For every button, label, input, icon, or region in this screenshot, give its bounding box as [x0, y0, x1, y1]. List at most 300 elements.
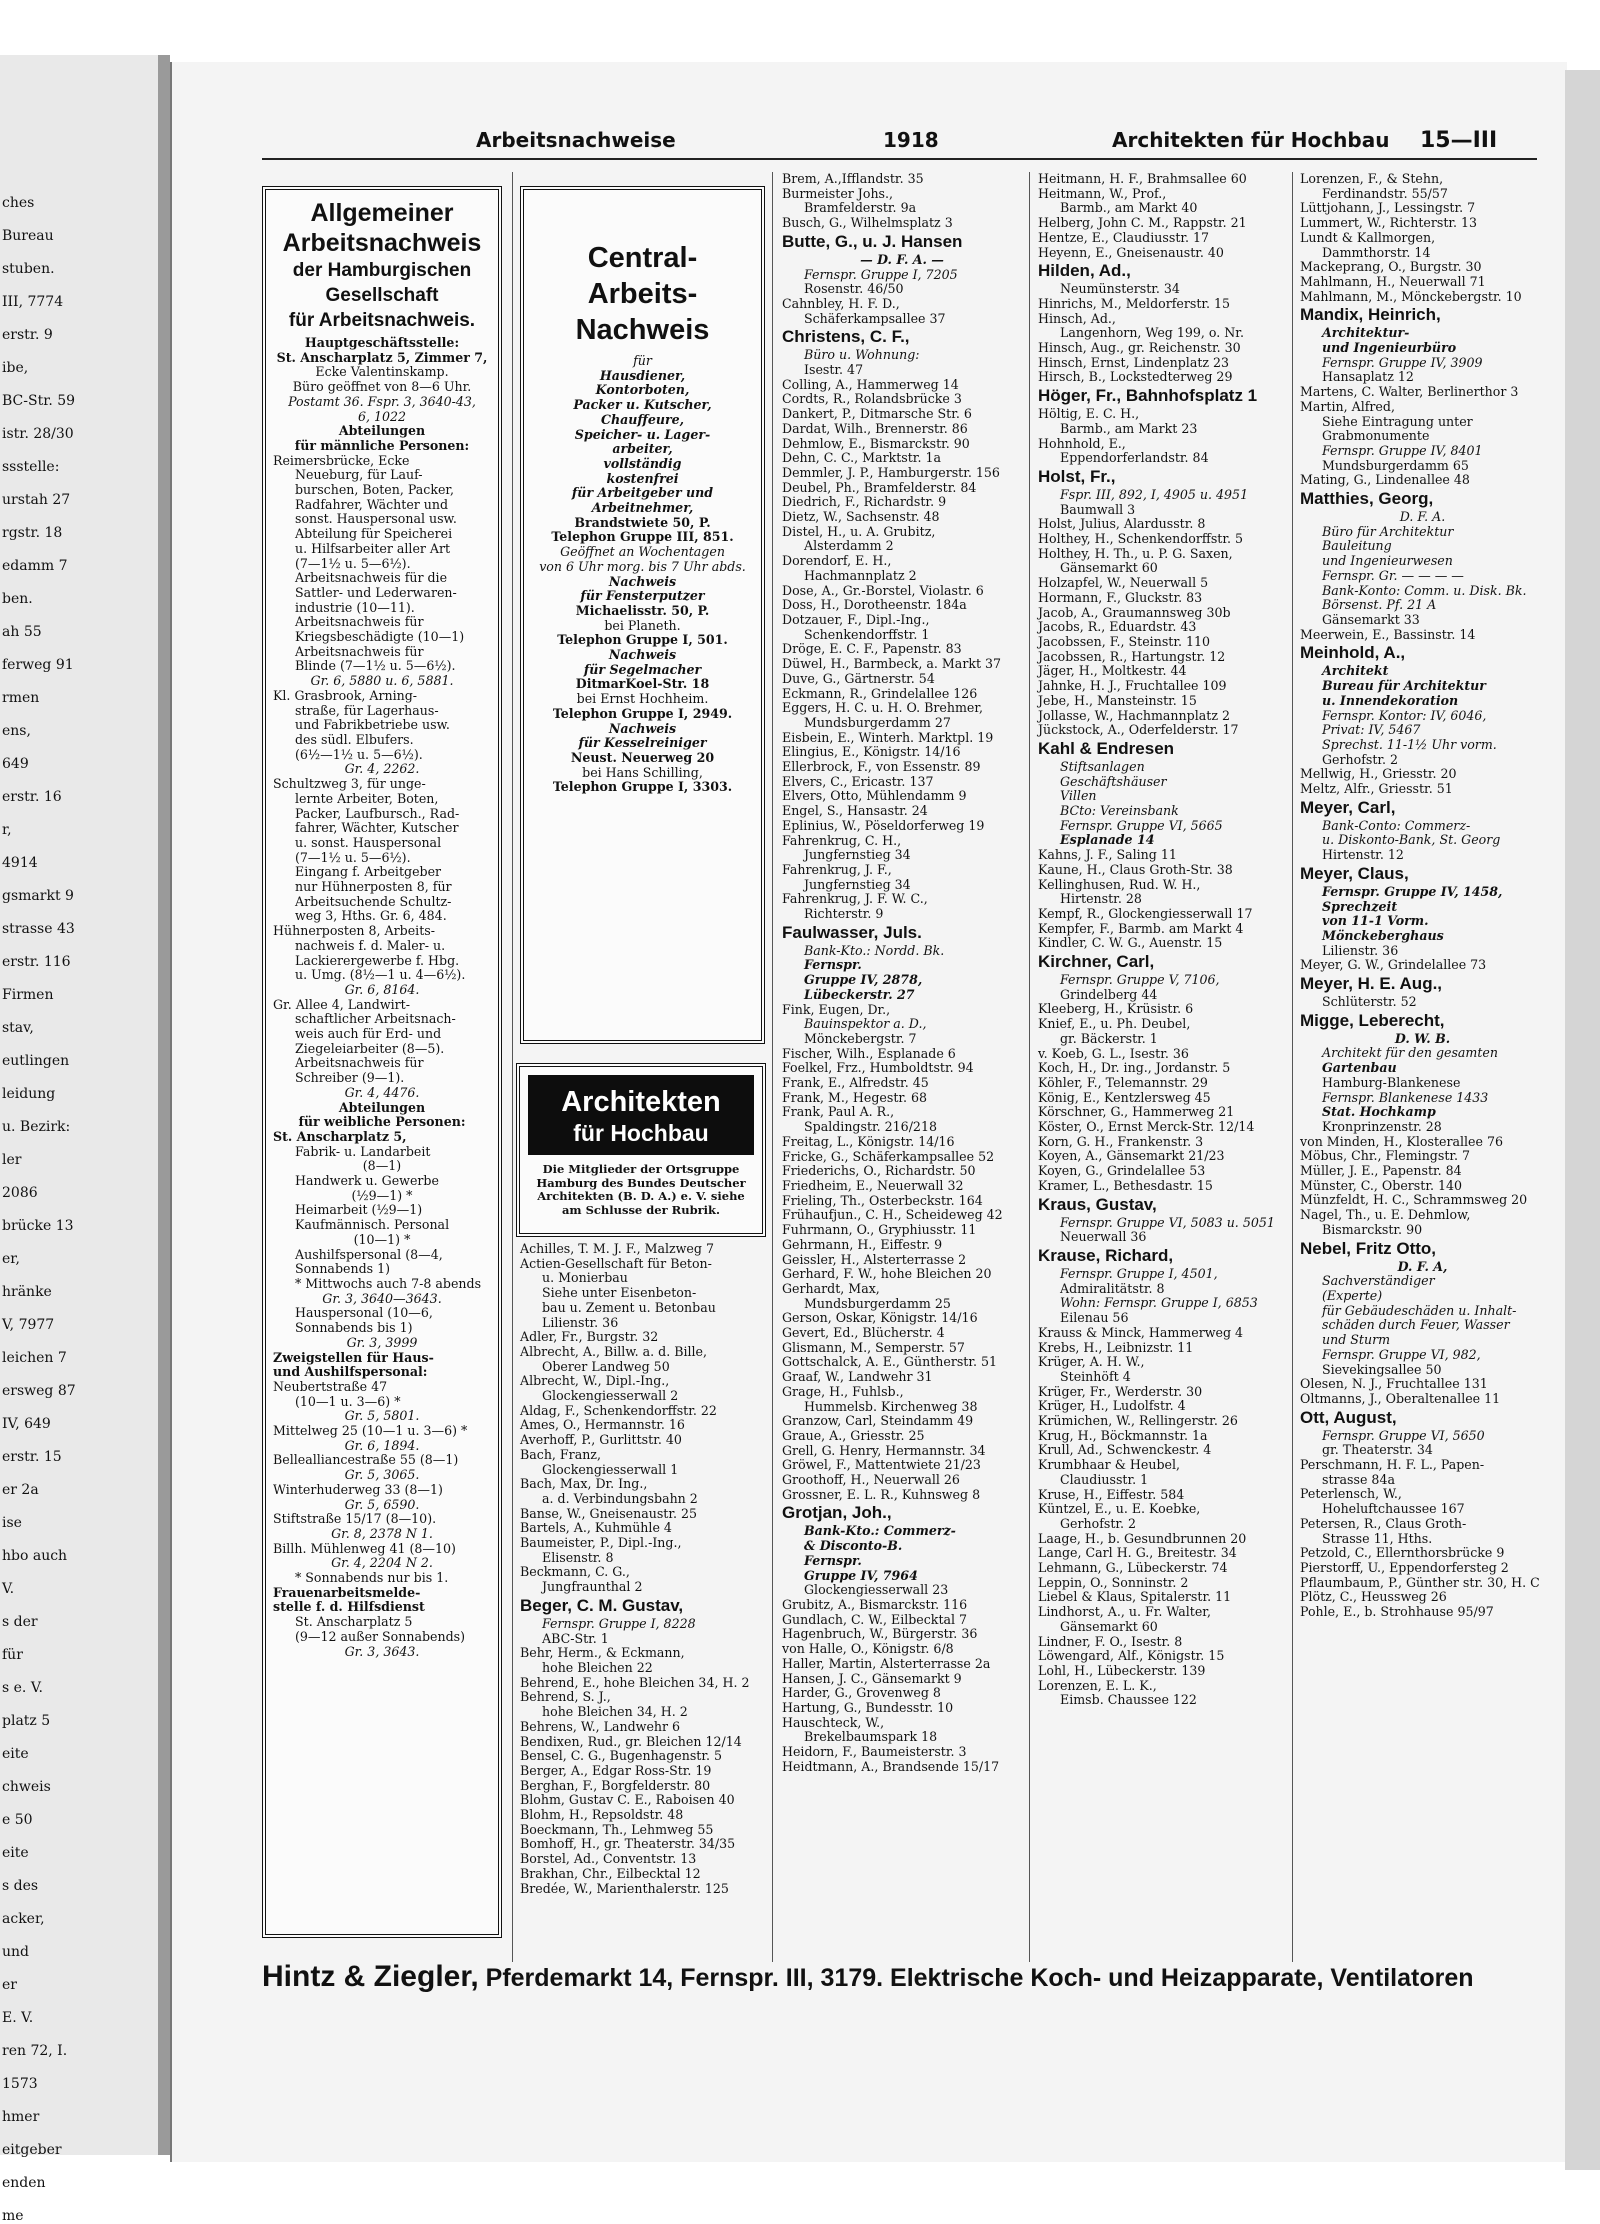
directory-line: Engel, S., Hansastr. 24 [782, 803, 928, 819]
directory-line: Eilenau 56 [1060, 1310, 1129, 1326]
directory-line: Schreiber (9—1). [295, 1070, 405, 1086]
directory-line: Behrend, S. J., [520, 1689, 611, 1705]
directory-line: Kronprinzenstr. 28 [1322, 1118, 1442, 1134]
directory-line: Helberg, John C. M., Rappstr. 21 [1038, 215, 1247, 231]
directory-line: Petzold, C., Ellernthorsbrücke 9 [1300, 1545, 1505, 1561]
directory-line: Glockengiesserwall 23 [804, 1582, 949, 1598]
previous-page-text: strasse 43 [2, 921, 75, 937]
directory-line: Eppendorferlandstr. 84 [1060, 450, 1209, 466]
directory-line: Colling, A., Hammerweg 14 [782, 376, 959, 392]
directory-line: Sonnabends bis 1) [295, 1320, 413, 1336]
directory-line: Koyen, A., Gänsemarkt 21/23 [1038, 1148, 1225, 1164]
directory-entry-name: Christens, C. F., [782, 327, 910, 347]
directory-line: Arbeitsnachweis für [295, 1055, 424, 1071]
box-title-line: Central- [587, 242, 698, 274]
directory-line: D. F. A, [1397, 1258, 1448, 1274]
directory-line: ABC-Str. 1 [542, 1630, 609, 1646]
previous-page-fragment [0, 55, 158, 2224]
directory-line: Arbeitsnachweis für [295, 643, 424, 659]
directory-line: Hirtenstr. 28 [1060, 891, 1142, 907]
directory-line: Hansen, J. C., Gänsemarkt 9 [782, 1670, 962, 1686]
directory-line: Kramer, L., Bethesdastr. 15 [1038, 1177, 1213, 1193]
directory-line: Jäger, H., Moltkestr. 44 [1038, 663, 1187, 679]
directory-line: Krebs, H., Leibnizstr. 11 [1038, 1339, 1194, 1355]
directory-line: Behrens, W., Landwehr 6 [520, 1718, 681, 1734]
directory-line: Mundsburgerdamm 65 [1322, 457, 1469, 473]
directory-line: für männliche Personen: [294, 437, 470, 453]
directory-line: Brekelbaumspark 18 [804, 1729, 938, 1745]
directory-line: (9—12 außer Sonnabends) [295, 1628, 466, 1644]
directory-line: Adler, Fr., Burgstr. 32 [520, 1329, 659, 1345]
directory-line: Postamt 36. Fspr. 3, 3640-43, [288, 393, 476, 409]
directory-line: von Halle, O., Königstr. 6/8 [782, 1641, 954, 1657]
directory-line: Koyen, G., Grindelallee 53 [1038, 1163, 1206, 1179]
directory-line: u. Innendekoration [1322, 692, 1459, 708]
directory-line: Isestr. 47 [804, 362, 864, 378]
directory-line: Mittelweg 25 (10—1 u. 3—6) * [273, 1423, 468, 1439]
directory-line: Siehe unter Eisenbeton- [542, 1285, 697, 1301]
directory-line: Reimersbrücke, Ecke [273, 452, 410, 468]
directory-line: burschen, Boten, Packer, [295, 482, 455, 498]
directory-line: Blohm, Gustav C. E., Raboisen 40 [520, 1792, 735, 1808]
directory-line: Stiftstraße 15/17 (8—10). [273, 1511, 437, 1527]
directory-line: Alsterdamm 2 [804, 538, 894, 554]
directory-line: Dietz, W., Sachsenstr. 48 [782, 509, 940, 525]
directory-line: Olesen, N. J., Fruchtallee 131 [1300, 1376, 1488, 1392]
directory-line: Haller, Martin, Alsterterrasse 2a [782, 1655, 991, 1671]
directory-line: DitmarKoel-Str. 18 [575, 676, 710, 692]
directory-entry-name: Grotjan, Joh., [782, 1503, 892, 1523]
directory-line: Lübeckerstr. 27 [804, 986, 915, 1002]
previous-page-text: IV, 649 [2, 1416, 51, 1432]
directory-line: Ellerbrock, F., von Essenstr. 89 [782, 759, 981, 775]
previous-page-text: hmer [2, 2109, 40, 2125]
running-head-left: Arbeitsnachweise [476, 128, 676, 152]
directory-line: Gr. 8, 2378 N 1. [331, 1525, 433, 1541]
previous-page-text: eutlingen [2, 1053, 70, 1069]
directory-line: Fernspr. Gruppe IV, 1458, [1322, 883, 1503, 899]
directory-line: Bank-Conto: Commerz- [1322, 817, 1471, 833]
directory-line: kostenfrei [606, 470, 679, 486]
directory-line: des südl. Elbufers. [295, 731, 414, 747]
directory-line: Neuerwall 36 [1060, 1229, 1147, 1245]
directory-line: Busch, G., Wilhelmsplatz 3 [782, 215, 953, 231]
directory-line: von 11-1 Vorm. [1322, 913, 1429, 929]
previous-page-text: V. [2, 1581, 15, 1597]
directory-line: Privat: IV, 5467 [1322, 722, 1421, 738]
directory-line: industrie (10—11). [295, 599, 415, 615]
directory-line: Bramfelderstr. 9a [804, 200, 917, 216]
directory-line: Lorenzen, E. L. K., [1038, 1677, 1157, 1693]
directory-line: Jacobssen, F., Steinstr. 110 [1038, 633, 1211, 649]
directory-line: Villen [1060, 788, 1097, 804]
directory-line: Krüger, A. H. W., [1038, 1354, 1145, 1370]
directory-line: Grage, H., Fuhlsb., [782, 1383, 904, 1399]
directory-line: Foelkel, Frz., Humboldtstr. 94 [782, 1060, 974, 1076]
previous-page-text: Bureau [2, 228, 54, 244]
directory-line: Eplinius, W., Pöseldorferweg 19 [782, 817, 985, 833]
directory-line: Speicher- u. Lager- [574, 426, 711, 442]
directory-line: Eckmann, R., Grindelallee 126 [782, 685, 978, 701]
directory-line: Elisenstr. 8 [542, 1549, 614, 1565]
directory-line: Friedheim, E., Neuerwall 32 [782, 1178, 964, 1193]
directory-line: Arbeitnehmer, [591, 500, 694, 516]
directory-line: Steinhöft 4 [1060, 1368, 1131, 1384]
previous-page-text: er [2, 1977, 17, 1993]
directory-line: Kontorboten, [595, 382, 690, 398]
directory-line: Gerhardt, Max, [782, 1280, 880, 1296]
directory-line: Harder, G., Grovenweg 8 [782, 1685, 941, 1701]
directory-line: Boeckmann, Th., Lehmweg 55 [520, 1821, 714, 1837]
previous-page-text: s der [2, 1614, 38, 1630]
directory-line: (7—1½ u. 5—6½). [295, 849, 411, 865]
directory-line: Admiralitätstr. 8 [1060, 1280, 1165, 1296]
directory-line: Grindelberg 44 [1060, 986, 1158, 1002]
previous-page-text: erstr. 9 [2, 327, 53, 343]
rubric-note-line: Die Mitglieder der Ortsgruppe [542, 1162, 740, 1176]
directory-line: Telephon Gruppe III, 851. [551, 529, 734, 545]
box-title-line: Arbeitsnachweis [282, 229, 482, 257]
directory-line: Lindhorst, A., u. Fr. Walter, [1038, 1604, 1211, 1620]
previous-page-text: 4914 [2, 855, 38, 871]
directory-line: Jollasse, W., Hachmannplatz 2 [1038, 707, 1230, 723]
directory-line: schäden durch Feuer, Wasser [1322, 1317, 1510, 1333]
directory-line: Lüttjohann, J., Lessingstr. 7 [1300, 200, 1476, 216]
directory-line: Gerhofstr. 2 [1322, 751, 1399, 767]
directory-line: Mundsburgerdamm 27 [804, 714, 951, 730]
column-rule [512, 172, 513, 1962]
directory-line: Schäferkampsallee 37 [804, 310, 946, 326]
previous-page-text: hränke [2, 1284, 52, 1300]
directory-line: Bauinspektor a. D., [804, 1016, 927, 1032]
directory-line: Aldag, F., Schenkendorffstr. 22 [520, 1402, 717, 1418]
directory-line: Demmler, J. P., Hamburgerstr. 156 [782, 464, 1000, 480]
directory-line: Albrecht, A., Billw. a. d. Bille, [520, 1343, 707, 1359]
running-head-right: Architekten für Hochbau [1112, 128, 1390, 152]
directory-line: Glockengiesserwall 1 [542, 1461, 679, 1477]
directory-line: Ecke Valentinskamp. [315, 364, 449, 380]
directory-line: Bank-Kto.: Commerz- [804, 1523, 956, 1539]
previous-page-text: eite [2, 1845, 29, 1861]
directory-line: Frieling, Th., Osterbeckstr. 164 [782, 1192, 983, 1208]
directory-line: Grell, G. Henry, Hermannstr. 34 [782, 1442, 986, 1458]
directory-line: v. Koeb, G. L., Isestr. 36 [1038, 1045, 1189, 1061]
directory-column-3 [782, 172, 1022, 1962]
directory-line: Hauptgeschäftsstelle: [304, 335, 460, 350]
directory-line: Gerhard, F. W., hohe Bleichen 20 [782, 1266, 992, 1282]
page-edge [1565, 70, 1600, 2170]
directory-line: Frank, M., Hegestr. 68 [782, 1089, 928, 1105]
directory-line: Jacob, A., Graumannsweg 30b [1038, 604, 1231, 620]
directory-line: Baumwall 3 [1060, 501, 1136, 517]
directory-line: Beckmann, C. G., [520, 1564, 630, 1580]
directory-line: Nachweis [608, 647, 677, 663]
directory-line: Bank-Kto.: Nordd. Bk. [804, 942, 945, 958]
book-gutter [158, 55, 170, 2155]
directory-line: bei Planeth. [604, 617, 681, 633]
directory-line: Nagel, Th., u. E. Dehmlow, [1300, 1207, 1471, 1223]
previous-page-text: ren 72, I. [2, 2043, 68, 2059]
directory-line: Gehrmann, H., Eiffestr. 9 [782, 1236, 943, 1252]
directory-line: Martens, C. Walter, Berlinerthor 3 [1300, 384, 1519, 400]
directory-line: Freitag, L., Königstr. 14/16 [782, 1133, 955, 1149]
directory-entry-name: Butte, G., u. J. Hansen [782, 231, 963, 251]
directory-line: Lilienstr. 36 [1322, 942, 1399, 958]
directory-entry-name: Migge, Leberecht, [1300, 1010, 1445, 1030]
previous-page-text: rmen [2, 690, 40, 706]
directory-line: Gruppe IV, 2878, [804, 972, 923, 988]
directory-line: Gr. Allee 4, Landwirt- [273, 996, 410, 1012]
directory-entry-name: Ott, August, [1300, 1407, 1397, 1427]
directory-line: Plötz, C., Heussweg 26 [1300, 1589, 1447, 1605]
directory-line: Lundt & Kallmorgen, [1300, 229, 1436, 245]
directory-line: Korn, G. H., Frankenstr. 3 [1038, 1133, 1204, 1149]
directory-line: Arbeitsuchende Schultz- [295, 893, 452, 909]
directory-line: Mönckebergstr. 7 [804, 1030, 917, 1046]
directory-line: Elvers, C., Ericastr. 137 [782, 773, 934, 789]
directory-line: Bureau für Architektur [1322, 678, 1486, 694]
directory-line: Dose, A., Gr.-Borstel, Violastr. 6 [782, 582, 984, 598]
directory-line: Fabrik- u. Landarbeit [295, 1143, 431, 1159]
directory-line: D. F. A. [1399, 509, 1446, 525]
directory-line: für Segelmacher [583, 661, 702, 677]
directory-line: Lorenzen, F., & Stehn, [1300, 171, 1444, 186]
directory-line: Hauschteck, W., [782, 1714, 885, 1730]
previous-page-text: leichen 7 [2, 1350, 67, 1366]
directory-line: Gr. 5, 3065. [344, 1467, 420, 1483]
directory-line: Meyer, G. W., Grindelallee 73 [1300, 957, 1487, 973]
directory-line: Laage, H., b. Gesundbrunnen 20 [1038, 1530, 1247, 1546]
directory-line: Hühnerposten 8, Arbeits- [273, 923, 435, 939]
directory-line: Strasse 11, Hths. [1322, 1530, 1433, 1546]
directory-line: Graaf, W., Landwehr 31 [782, 1369, 933, 1385]
directory-line: Hauspersonal (10—6, [295, 1305, 433, 1321]
directory-line: Bach, Max, Dr. Ing., [520, 1476, 648, 1492]
directory-line: Abteilungen [338, 423, 426, 439]
directory-line: Zweigstellen für Haus- [273, 1349, 434, 1365]
previous-page-text: E. V. [2, 2010, 34, 2026]
directory-entry-name: Holst, Fr., [1038, 466, 1116, 486]
directory-line: Büro u. Wohnung: [804, 347, 920, 363]
directory-line: Dehmlow, E., Bismarckstr. 90 [782, 435, 970, 451]
directory-line: Bartels, A., Kuhmühle 4 [520, 1520, 672, 1536]
directory-line: Hentze, E., Claudiusstr. 17 [1038, 229, 1210, 245]
directory-line: Jungfraunthal 2 [542, 1579, 643, 1595]
directory-line: Glockengiesserwall 2 [542, 1388, 679, 1404]
directory-line: Küntzel, E., u. E. Koebke, [1038, 1501, 1201, 1517]
directory-line: Kempfer, F., Barmb. am Markt 4 [1038, 920, 1244, 936]
directory-line: Gevert, Ed., Blücherstr. 4 [782, 1325, 945, 1341]
directory-line: Richterstr. 9 [804, 906, 884, 922]
running-head-year: 1918 [883, 128, 939, 152]
directory-line: Pflaumbaum, P., Günther str. 30, H. C [1300, 1574, 1540, 1590]
directory-line: Gottschalck, A. E., Güntherstr. 51 [782, 1354, 998, 1370]
directory-line: bau u. Zement u. Betonbau [542, 1299, 716, 1315]
previous-page-text: me [2, 2208, 24, 2224]
directory-column-2 [520, 1242, 766, 1954]
directory-line: Heitmann, W., Prof., [1038, 185, 1167, 201]
directory-line: Esplanade 14 [1060, 832, 1155, 848]
directory-line: Winterhuderweg 33 (8—1) [273, 1481, 443, 1497]
directory-line: Fuhrmann, O., Gryphiusstr. 11 [782, 1222, 977, 1238]
directory-line: Fernspr. Gruppe VI, 5665 [1060, 817, 1223, 833]
directory-line: und Fabrikbetriebe usw. [295, 717, 450, 733]
directory-line: Fernspr. [804, 957, 862, 973]
directory-line: Gr. 3, 3999 [346, 1334, 418, 1350]
directory-line: Hinsch, Ernst, Lindenplatz 23 [1038, 354, 1230, 370]
directory-line: Gerson, Oskar, Königstr. 14/16 [782, 1310, 978, 1326]
directory-line: Gröwel, F., Mattentwiete 21/23 [782, 1457, 981, 1473]
directory-line: Lackierergewerbe f. Hbg. [295, 952, 460, 968]
directory-line: Bomhoff, H., gr. Theaterstr. 34/35 [520, 1836, 736, 1852]
directory-line: Krauss & Minck, Hammerweg 4 [1038, 1324, 1244, 1340]
directory-line: Sachverständiger [1322, 1273, 1435, 1289]
rubric-heading-line: für Hochbau [573, 1120, 709, 1146]
directory-line: Duve, G., Gärtnerstr. 54 [782, 670, 935, 686]
directory-line: u. Diskonto-Bank, St. Georg [1322, 832, 1501, 848]
directory-line: Hachmannplatz 2 [804, 567, 917, 583]
previous-page-text: stuben. [2, 261, 55, 277]
directory-line: Schenkendorffstr. 1 [804, 626, 930, 642]
directory-entry-name: Hilden, Ad., [1038, 261, 1131, 281]
directory-line: Bauleitung [1322, 538, 1392, 554]
directory-line: Fernspr. Gruppe I, 7205 [804, 266, 958, 282]
directory-line: Fernspr. Gruppe I, 4501, [1060, 1266, 1218, 1281]
directory-line: Fspr. III, 892, I, 4905 u. 4951 [1060, 486, 1249, 502]
directory-line: Jacobs, R., Eduardstr. 43 [1038, 619, 1197, 635]
directory-line: Claudiusstr. 1 [1060, 1471, 1149, 1487]
directory-line: (10—1) * [353, 1231, 411, 1247]
directory-line: Knief, E., u. Ph. Deubel, [1038, 1016, 1191, 1032]
directory-line: * Sonnabends nur bis 1. [295, 1570, 449, 1586]
previous-page-text: u. Bezirk: [2, 1119, 71, 1135]
directory-line: Bensel, C. G., Bugenhagenstr. 5 [520, 1748, 722, 1764]
directory-line: Kriegsbeschädigte (10—1) [295, 629, 465, 645]
previous-page-text: platz 5 [2, 1713, 51, 1729]
directory-line: BCto: Vereinsbank [1060, 803, 1179, 819]
directory-line: Deubel, Ph., Bramfelderstr. 84 [782, 479, 977, 495]
directory-line: Hirsch, B., Lockstedterweg 29 [1038, 369, 1233, 385]
directory-line: Architekt [1322, 663, 1389, 679]
directory-line: Frank, Paul A. R., [782, 1104, 895, 1120]
directory-entry-name: Meyer, Carl, [1300, 797, 1396, 817]
directory-entry-name: Meyer, H. E. Aug., [1300, 974, 1443, 994]
directory-line: Fischer, Wilh., Esplanade 6 [782, 1045, 956, 1061]
directory-line: Gerhofstr. 2 [1060, 1515, 1137, 1531]
directory-line: Burmeister Johs., [782, 185, 894, 201]
directory-line: weg 3, Hths. Gr. 6, 484. [295, 908, 447, 924]
directory-line: D. W. B. [1394, 1030, 1451, 1046]
directory-line: Frank, E., Alfredstr. 45 [782, 1075, 929, 1091]
directory-line: Abteilung für Speicherei [295, 526, 453, 542]
directory-line: Arbeitsnachweis für die [295, 570, 448, 586]
directory-line: u. sonst. Hauspersonal [295, 834, 442, 850]
directory-line: Cahnbley, H. F. D., [782, 295, 900, 311]
directory-line: für Fensterputzer [580, 588, 705, 604]
footer-ad-text: Pferdemarkt 14, Fernspr. III, 3179. Elektrische Koch- und Heizapparate, Ventilatoren [478, 1964, 1474, 1992]
directory-entry-name: Faulwasser, Juls. [782, 922, 922, 942]
directory-line: Behr, Herm., & Eckmann, [520, 1645, 685, 1661]
previous-page-text: hbo auch [2, 1548, 68, 1564]
directory-line: (½9—1) * [351, 1187, 413, 1203]
directory-line: Neubertstraße 47 [273, 1378, 388, 1394]
directory-line: Dorendorf, E. H., [782, 553, 892, 569]
directory-line: Hartung, G., Bundesstr. 10 [782, 1699, 954, 1715]
previous-page-text: gsmarkt 9 [2, 888, 74, 904]
directory-line: Gr. 6, 5880 u. 6, 5881. [310, 673, 454, 689]
directory-line: Eisbein, E., Winterh. Marktpl. 19 [782, 729, 994, 745]
directory-line: Packer, Laufbursch., Rad- [295, 805, 460, 821]
directory-line: Barmb., am Markt 23 [1060, 420, 1198, 436]
directory-line: Jahnke, H. J., Fruchtallee 109 [1038, 678, 1227, 694]
directory-line: Billh. Mühlenweg 41 (8—10) [273, 1540, 456, 1556]
directory-line: Eingang f. Arbeitgeber [295, 864, 442, 880]
directory-line: Mahlmann, M., Mönckebergstr. 10 [1300, 288, 1522, 304]
previous-page-text: 1573 [2, 2076, 38, 2092]
directory-line: Fernspr. Gr. — — — — [1322, 567, 1464, 583]
directory-line: Holst, Julius, Alardusstr. 8 [1038, 516, 1206, 532]
directory-line: Sprechst. 11-1½ Uhr vorm. [1322, 736, 1497, 752]
directory-line: * Mittwochs auch 7-8 abends [295, 1276, 482, 1291]
directory-line: Büro geöffnet von 8—6 Uhr. [292, 379, 472, 395]
directory-line: Kleeberg, H., Krüsistr. 6 [1038, 1001, 1194, 1017]
directory-line: bei Hans Schilling, [582, 764, 703, 780]
directory-line: Sonnabends 1) [295, 1261, 391, 1277]
footer-advertisement [262, 1960, 1552, 1994]
directory-line: Radfahrer, Wächter und [295, 496, 449, 512]
directory-line: Achilles, T. M. J. F., Malzweg 7 [520, 1241, 714, 1256]
directory-line: Cordts, R., Rolandsbrücke 3 [782, 391, 962, 407]
directory-line: Jebe, H., Mansteinstr. 15 [1038, 692, 1197, 708]
directory-line: bei Ernst Hochheim. [576, 691, 709, 707]
directory-line: weis auch für Erd- und [295, 1026, 442, 1042]
directory-line: Hinsch, Aug., gr. Reichenstr. 30 [1038, 340, 1241, 356]
previous-page-text: ise [2, 1515, 22, 1531]
directory-line: Kruse, H., Eiffestr. 584 [1038, 1486, 1185, 1502]
previous-page-text: rgstr. 18 [2, 525, 63, 541]
directory-line: 6, 1022 [357, 408, 407, 424]
directory-line: Lindner, F. O., Isestr. 8 [1038, 1633, 1183, 1649]
directory-line: Sievekingsallee 50 [1322, 1361, 1442, 1377]
directory-line: Fernspr. Gruppe IV, 8401 [1322, 442, 1483, 458]
directory-line: Fernspr. Gruppe IV, 3909 [1322, 354, 1483, 370]
directory-line: Distel, H., u. A. Grubitz, [782, 523, 936, 539]
directory-line: Krumbhaar & Heubel, [1038, 1457, 1180, 1473]
directory-line: Fernspr. Gruppe VI, 982, [1322, 1346, 1481, 1362]
directory-line: Sprechzeit [1322, 898, 1398, 914]
directory-line: Architekt für den gesamten [1322, 1045, 1498, 1061]
directory-line: Siehe Eintragung unter [1322, 413, 1473, 429]
directory-entry-name: Beger, C. M. Gustav, [520, 1595, 684, 1615]
previous-page-text: erstr. 116 [2, 954, 71, 970]
previous-page-text: edamm 7 [2, 558, 68, 574]
directory-line: Brem, A.,Ifflandstr. 35 [782, 171, 924, 186]
directory-line: Langenhorn, Weg 199, o. Nr. [1060, 325, 1244, 341]
rubric-heading-line: Architekten [561, 1086, 721, 1118]
directory-entry-name: Matthies, Georg, [1300, 489, 1434, 509]
directory-line: Averhoff, P., Gurlittstr. 40 [520, 1432, 682, 1448]
directory-line: Mating, G., Lindenallee 48 [1300, 472, 1470, 488]
directory-line: Börsenst. Pf. 21 A [1322, 597, 1437, 613]
directory-line: und Ingenieurwesen [1322, 553, 1453, 569]
directory-line: Heidorn, F., Baumeisterstr. 3 [782, 1744, 967, 1760]
directory-line: Büro für Architektur [1322, 523, 1454, 539]
directory-line: Fernspr. Gruppe V, 7106, [1060, 972, 1220, 988]
directory-line: für Kesselreiniger [578, 735, 707, 751]
directory-line: Arbeitsnachweis für [295, 614, 424, 630]
directory-line: für Gebäudeschäden u. Inhalt- [1322, 1302, 1517, 1318]
directory-line: Hagenbruch, W., Bürgerstr. 36 [782, 1626, 978, 1642]
